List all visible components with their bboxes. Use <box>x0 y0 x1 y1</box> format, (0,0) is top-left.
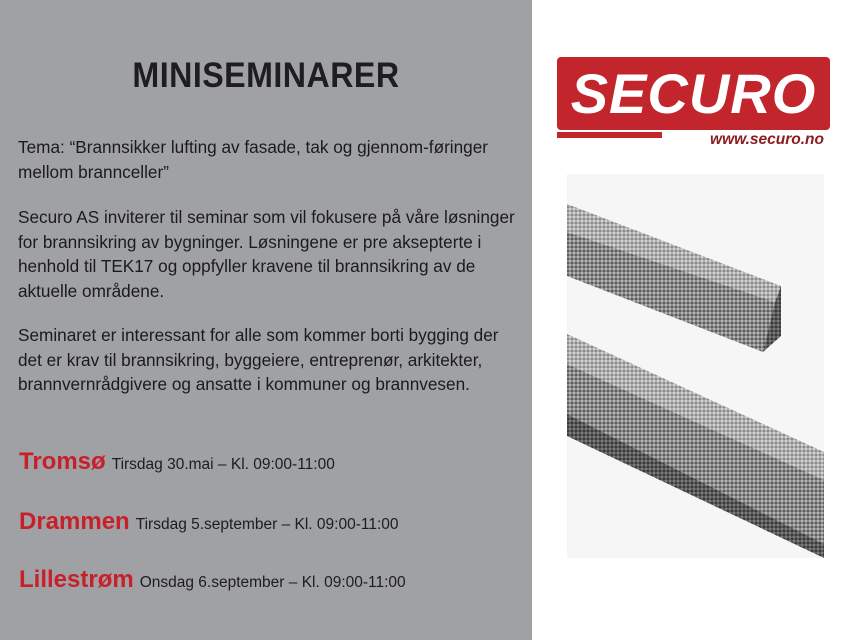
event-item-lillestrom <box>19 566 406 594</box>
intro-paragraph: Securo AS inviterer til seminar som vil fokusere på våre løsninger for brannsikring av bygninger. Løsningene er pre aksepterte i henhold til TEK17 og oppfyller kravene til brannsikring av de aktuelle områdene. <box>18 207 515 301</box>
page-title: MINISEMINARER <box>132 56 400 95</box>
fire-vent-profiles-image <box>567 174 824 558</box>
website-url: www.securo.no <box>710 131 824 148</box>
event-item-drammen <box>19 508 399 536</box>
logo-stripe <box>557 132 662 138</box>
securo-logo <box>557 57 830 156</box>
event-time: Onsdag 6.september – Kl. 09:00-11:00 <box>139 574 406 591</box>
event-city: Tromsø <box>19 448 106 475</box>
event-city: Lillestrøm <box>19 566 134 593</box>
event-item-tromso <box>19 448 335 476</box>
logo-wordmark: SECURO <box>570 62 817 125</box>
event-city: Drammen <box>19 508 130 535</box>
theme-paragraph: Tema: “Brannsikker lufting av fasade, tak og gjennom-føringer mellom brannceller” <box>18 137 489 182</box>
event-time: Tirsdag 5.september – Kl. 09:00-11:00 <box>135 516 399 533</box>
event-time: Tirsdag 30.mai – Kl. 09:00-11:00 <box>111 456 335 473</box>
audience-paragraph: Seminaret er interessant for alle som kommer borti bygging der det er krav til brannsikring, byggeiere, entreprenør, arkitekter, brannvernrådgivere og ansatte i kommuner og brannvesen. <box>18 325 499 394</box>
product-photo <box>567 174 824 558</box>
